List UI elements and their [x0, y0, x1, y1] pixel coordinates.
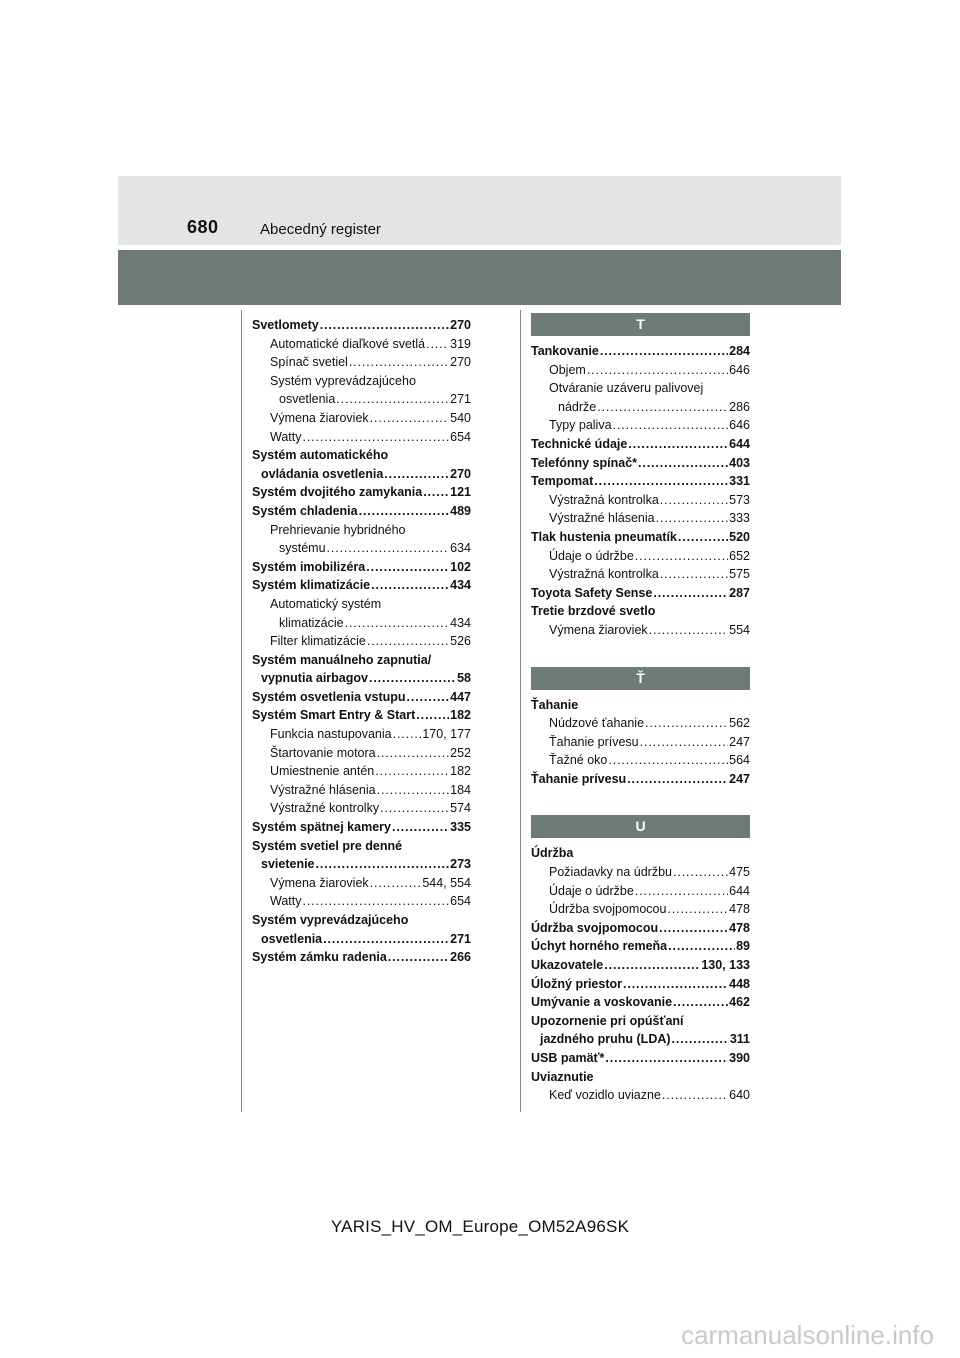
leader-dots: [662, 1086, 728, 1105]
index-entry-text: Watty: [270, 429, 302, 444]
page-number: 680: [187, 217, 219, 237]
index-entry: [252, 353, 471, 372]
index-entry: [531, 863, 750, 882]
leader-dots: [377, 744, 450, 763]
index-entry-page: 266: [450, 950, 471, 965]
index-entry-page: 478: [729, 920, 750, 935]
index-entry-page: 654: [450, 894, 471, 909]
index-entry-page: 58: [457, 671, 471, 686]
index-entry: [531, 528, 750, 547]
index-entry-text: Keď vozidlo uviazne: [549, 1088, 661, 1103]
leader-dots: [604, 956, 700, 975]
leader-dots: [587, 361, 728, 380]
index-entry-page: 270: [450, 318, 471, 332]
index-entry: [252, 390, 471, 409]
index-entry-page: 247: [729, 771, 750, 786]
index-entry-text: Ťahanie prívesu: [531, 771, 627, 786]
index-entry-page: 252: [450, 745, 471, 760]
index-entry-page: 573: [729, 492, 750, 507]
index-entry: [531, 900, 750, 919]
leader-dots: [423, 483, 449, 502]
index-entry-text: Tempomat: [531, 474, 594, 489]
index-entry-text: Systém Smart Entry & Start: [252, 708, 416, 723]
index-entry-text: Otváranie uzáveru palivovej: [549, 381, 704, 396]
index-entry-text: Systém zámku radenia: [252, 950, 387, 965]
index-entry-text: Systém automatického: [252, 448, 389, 463]
index-entry: [252, 762, 471, 781]
index-entry-page: 89: [736, 939, 750, 954]
index-entry-text: osvetlenia: [261, 931, 323, 946]
leader-dots: [623, 975, 728, 994]
index-entry-text: svietenie: [261, 857, 315, 872]
index-entry-text: Údržba: [531, 846, 574, 861]
index-entry: [531, 770, 750, 789]
index-entry-page: 184: [450, 782, 471, 797]
index-entry: [531, 1049, 750, 1068]
index-entry: [531, 1086, 750, 1105]
index-entry-text: Ťažné oko: [549, 753, 608, 768]
index-entry-page: 644: [729, 883, 750, 898]
index-entry: [252, 930, 471, 949]
index-entry: [531, 956, 750, 975]
index-entry: [531, 937, 750, 956]
index-entry-page: 575: [729, 567, 750, 582]
index-entry: [531, 1012, 750, 1031]
index-entry-text: Telefónny spínač*: [531, 455, 638, 470]
leader-dots: [645, 714, 728, 733]
leader-dots: [392, 818, 449, 837]
index-entry: [252, 539, 471, 558]
index-entry: [531, 509, 750, 528]
leader-dots: [653, 584, 728, 603]
index-entry-text: Tankovanie: [531, 344, 599, 358]
leader-dots: [638, 454, 728, 473]
index-entry-text: Údaje o údržbe: [549, 883, 634, 898]
index-entry-text: Technické údaje: [531, 436, 628, 451]
leader-dots: [393, 725, 422, 744]
index-entry-text: Funkcia nastupovania: [270, 727, 392, 742]
index-entry-page: 447: [450, 689, 471, 704]
index-entry-page: 335: [450, 820, 471, 835]
index-entry-text: Uviaznutie: [531, 1069, 594, 1084]
index-entry-text: Spínač svetiel: [270, 355, 348, 370]
index-entry-page: 182: [450, 708, 471, 723]
index-entry-text: Systém vyprevádzajúceho: [252, 913, 409, 927]
index-entry: [531, 621, 750, 640]
index-entry: [252, 632, 471, 651]
index-entry-text: Svetlomety: [252, 318, 319, 332]
index-entry: [531, 751, 750, 770]
leader-dots: [627, 770, 728, 789]
index-entry-text: ovládania osvetlenia: [261, 466, 384, 481]
index-entry-text: Výstražné kontrolky: [270, 801, 380, 816]
index-entry: [252, 651, 471, 670]
leader-dots: [600, 342, 728, 361]
index-entry-text: Systém dvojitého zamykania: [252, 485, 423, 500]
index-entry-page: 287: [729, 585, 750, 600]
watermark: carmanualsonline.info: [681, 1320, 934, 1350]
index-entry-page: 554: [729, 622, 750, 637]
index-entry: [252, 948, 471, 967]
index-entry: [252, 521, 471, 540]
index-entry-page: 170, 177: [422, 727, 471, 742]
index-entry: [531, 435, 750, 454]
letter-section-header: Ť: [531, 667, 750, 690]
index-entry-page: 403: [729, 455, 750, 470]
index-entry-page: 130, 133: [701, 958, 750, 973]
index-entry-page: 646: [729, 362, 750, 377]
index-entry-text: klimatizácie: [279, 615, 344, 630]
index-entry: [531, 696, 750, 715]
leader-dots: [388, 948, 449, 967]
leader-dots: [345, 614, 450, 633]
index-entry-page: 462: [729, 995, 750, 1010]
index-entry: [531, 416, 750, 435]
index-entry: [531, 975, 750, 994]
leader-dots: [302, 892, 449, 911]
index-entry-page: 271: [450, 392, 471, 407]
index-entry: [531, 733, 750, 752]
leader-dots: [672, 1030, 729, 1049]
index-entry: [252, 316, 471, 335]
index-entry-text: Umývanie a voskovanie: [531, 995, 673, 1010]
leader-dots: [377, 781, 450, 800]
index-entry-page: 121: [450, 485, 471, 500]
leader-dots: [426, 335, 449, 354]
index-entry-page: 634: [450, 541, 471, 556]
index-entry: [531, 454, 750, 473]
index-entry-page: 475: [729, 865, 750, 880]
index-entry-text: Systém imobilizéra: [252, 559, 366, 574]
index-entry-page: 644: [729, 436, 750, 451]
leader-dots: [608, 751, 728, 770]
index-entry: [531, 491, 750, 510]
index-entry-page: 562: [729, 716, 750, 731]
index-entry: [252, 335, 471, 354]
index-entry-text: Automatické diaľkové svetlá: [270, 336, 426, 351]
index-entry-page: 640: [729, 1088, 750, 1103]
index-entry: [531, 361, 750, 380]
index-entry-page: 544, 554: [422, 875, 471, 890]
index-entry-page: 319: [450, 336, 471, 351]
index-entry-page: 311: [729, 1032, 750, 1047]
index-entry-page: 434: [450, 578, 471, 593]
index-entry-text: Filter klimatizácie: [270, 634, 366, 649]
index-entry-text: Výmena žiaroviek: [270, 410, 369, 425]
index-entry: [531, 398, 750, 417]
document-footer: YARIS_HV_OM_Europe_OM52A96SK: [330, 1217, 630, 1236]
leader-dots: [659, 919, 728, 938]
index-entry-page: 247: [729, 734, 750, 749]
leader-dots: [407, 688, 450, 707]
index-entry-page: 652: [729, 548, 750, 563]
index-entry-text: Systém chladenia: [252, 503, 358, 518]
index-entry-text: Výmena žiaroviek: [270, 875, 369, 890]
leader-dots: [597, 398, 728, 417]
index-entry: [252, 874, 471, 893]
index-entry: [252, 576, 471, 595]
index-entry-text: Ukazovatele: [531, 958, 604, 973]
index-entry-text: osvetlenia: [279, 392, 336, 407]
index-entry: [531, 714, 750, 733]
index-entry-page: 182: [450, 764, 471, 779]
leader-dots: [349, 353, 449, 372]
index-entry-text: vypnutia airbagov: [261, 671, 368, 686]
leader-dots: [628, 435, 728, 454]
index-entry: [531, 584, 750, 603]
index-entry: [252, 855, 471, 874]
leader-dots: [366, 558, 449, 577]
index-entry: [252, 799, 471, 818]
index-entry-page: 273: [450, 857, 471, 872]
index-entry-text: jazdného pruhu (LDA): [540, 1032, 671, 1047]
leader-dots: [323, 930, 449, 949]
leader-dots: [594, 472, 728, 491]
leader-dots: [660, 565, 728, 584]
index-entry-page: 331: [729, 474, 750, 489]
index-entry-text: Výmena žiaroviek: [549, 622, 648, 637]
index-entry: [252, 706, 471, 725]
index-entry-page: 270: [450, 466, 471, 481]
header-dark-band: [118, 250, 841, 305]
index-entry: [531, 472, 750, 491]
leader-dots: [660, 491, 728, 510]
index-column-right: [531, 313, 750, 1105]
leader-dots: [667, 900, 728, 919]
index-entry: [252, 725, 471, 744]
index-entry-text: Výstražná kontrolka: [549, 567, 659, 582]
leader-dots: [369, 669, 456, 688]
index-entry-text: nádrže: [558, 399, 597, 414]
leader-dots: [673, 863, 728, 882]
leader-dots: [370, 874, 422, 893]
index-entry-text: Úložný priestor: [531, 976, 622, 991]
index-entry-page: 654: [450, 429, 471, 444]
index-entry-page: 564: [729, 753, 750, 768]
index-entry: [252, 892, 471, 911]
index-entry-page: 574: [450, 801, 471, 816]
index-entry: [252, 428, 471, 447]
index-entry: [252, 688, 471, 707]
index-entry-text: Upozornenie pri opúšťaní: [531, 1013, 684, 1028]
index-entry: [531, 882, 750, 901]
index-entry-page: 520: [729, 529, 750, 544]
index-entry-text: Štartovanie motora: [270, 745, 376, 760]
index-entry-text: Údaje o údržbe: [549, 548, 634, 563]
index-entry: [252, 614, 471, 633]
index-entry-page: 526: [450, 634, 471, 649]
leader-dots: [416, 706, 449, 725]
leader-dots: [635, 882, 728, 901]
index-entry: [252, 465, 471, 484]
index-entry: [252, 409, 471, 428]
leader-dots: [678, 528, 728, 547]
index-entry-text: Umiestnenie antén: [270, 764, 375, 779]
leader-dots: [384, 465, 449, 484]
leader-dots: [320, 316, 449, 335]
index-entry-page: 270: [450, 355, 471, 370]
index-entry: [252, 744, 471, 763]
index-entry-text: systému: [279, 541, 326, 556]
section-title: Abecedný register: [260, 221, 381, 238]
index-entry-text: Výstražná kontrolka: [549, 492, 659, 507]
index-entry: [252, 837, 471, 856]
leader-dots: [367, 632, 449, 651]
index-entry-text: Požiadavky na údržbu: [549, 865, 672, 880]
leader-dots: [316, 855, 450, 874]
leader-dots: [380, 799, 449, 818]
index-entry-text: Automatický systém: [270, 596, 382, 611]
letter-section-header: T: [531, 313, 750, 336]
leader-dots: [327, 539, 450, 558]
leader-dots: [656, 509, 729, 528]
index-entry-text: Typy paliva: [549, 418, 612, 433]
leader-dots: [668, 937, 735, 956]
leader-dots: [649, 621, 728, 640]
index-entry: [252, 372, 471, 391]
leader-dots: [336, 390, 449, 409]
index-entry-text: Systém manuálneho zapnutia/: [252, 652, 432, 667]
letter-section-header: U: [531, 815, 750, 838]
index-entry-page: 434: [450, 615, 471, 630]
index-entry: [531, 565, 750, 584]
index-entry-text: Výstražné hlásenia: [270, 782, 376, 797]
index-entry-text: Ťahanie prívesu: [549, 734, 639, 749]
leader-dots: [635, 547, 728, 566]
index-entry: [252, 558, 471, 577]
center-divider: [520, 310, 521, 1112]
index-entry: [252, 911, 471, 930]
index-entry-text: Prehrievanie hybridného: [270, 522, 406, 537]
index-entry-page: 286: [729, 399, 750, 414]
index-entry-page: 478: [729, 902, 750, 917]
index-entry: [252, 446, 471, 465]
index-entry: [252, 502, 471, 521]
leader-dots: [640, 733, 729, 752]
index-entry-text: Núdzové ťahanie: [549, 716, 645, 731]
index-entry-text: Tretie brzdové svetlo: [531, 604, 656, 619]
index-entry: [531, 342, 750, 361]
index-entry-text: Systém spätnej kamery: [252, 820, 391, 835]
index-entry: [531, 379, 750, 398]
index-entry-page: 646: [729, 418, 750, 433]
index-entry-text: Údržba svojpomocou: [531, 920, 659, 935]
index-entry-page: 540: [450, 410, 471, 425]
index-entry-page: 489: [450, 503, 471, 518]
index-entry: [531, 993, 750, 1012]
leader-dots: [371, 576, 449, 595]
leader-dots: [359, 502, 450, 521]
left-divider: [241, 310, 242, 1112]
index-entry-text: Systém vyprevádzajúceho: [270, 373, 416, 388]
index-entry: [531, 919, 750, 938]
index-entry-page: 102: [450, 559, 471, 574]
index-entry-text: Toyota Safety Sense: [531, 585, 653, 600]
index-entry-text: Údržba svojpomocou: [549, 902, 667, 917]
leader-dots: [673, 993, 728, 1012]
index-entry-page: 284: [729, 344, 750, 358]
index-entry-page: 448: [729, 976, 750, 991]
leader-dots: [613, 416, 729, 435]
index-entry-page: 390: [729, 1051, 750, 1065]
index-entry-text: USB pamäť*: [531, 1051, 605, 1065]
leader-dots: [370, 409, 449, 428]
index-entry: [531, 1030, 750, 1049]
index-entry-text: Úchyt horného remeňa: [531, 939, 668, 954]
index-entry-text: Ťahanie: [531, 697, 579, 712]
index-entry: [252, 818, 471, 837]
index-entry-text: Systém klimatizácie: [252, 578, 371, 593]
index-entry: [531, 602, 750, 621]
index-entry-text: Systém osvetlenia vstupu: [252, 689, 406, 704]
index-entry-text: Watty: [270, 894, 302, 909]
index-column-left: [252, 316, 471, 967]
index-entry: [252, 483, 471, 502]
index-entry-page: 333: [729, 511, 750, 526]
leader-dots: [375, 762, 449, 781]
leader-dots: [605, 1049, 728, 1068]
index-entry: [252, 781, 471, 800]
index-entry: [252, 595, 471, 614]
header-band: [118, 176, 841, 245]
index-entry-text: Výstražné hlásenia: [549, 511, 655, 526]
index-entry-page: 271: [450, 931, 471, 946]
index-entry: [252, 669, 471, 688]
index-entry: [531, 547, 750, 566]
index-entry-text: Objem: [549, 362, 586, 377]
index-entry: [531, 844, 750, 863]
leader-dots: [302, 428, 449, 447]
index-entry-text: Tlak hustenia pneumatík: [531, 529, 677, 544]
index-entry: [531, 1068, 750, 1087]
index-entry-text: Systém svetiel pre denné: [252, 838, 403, 853]
